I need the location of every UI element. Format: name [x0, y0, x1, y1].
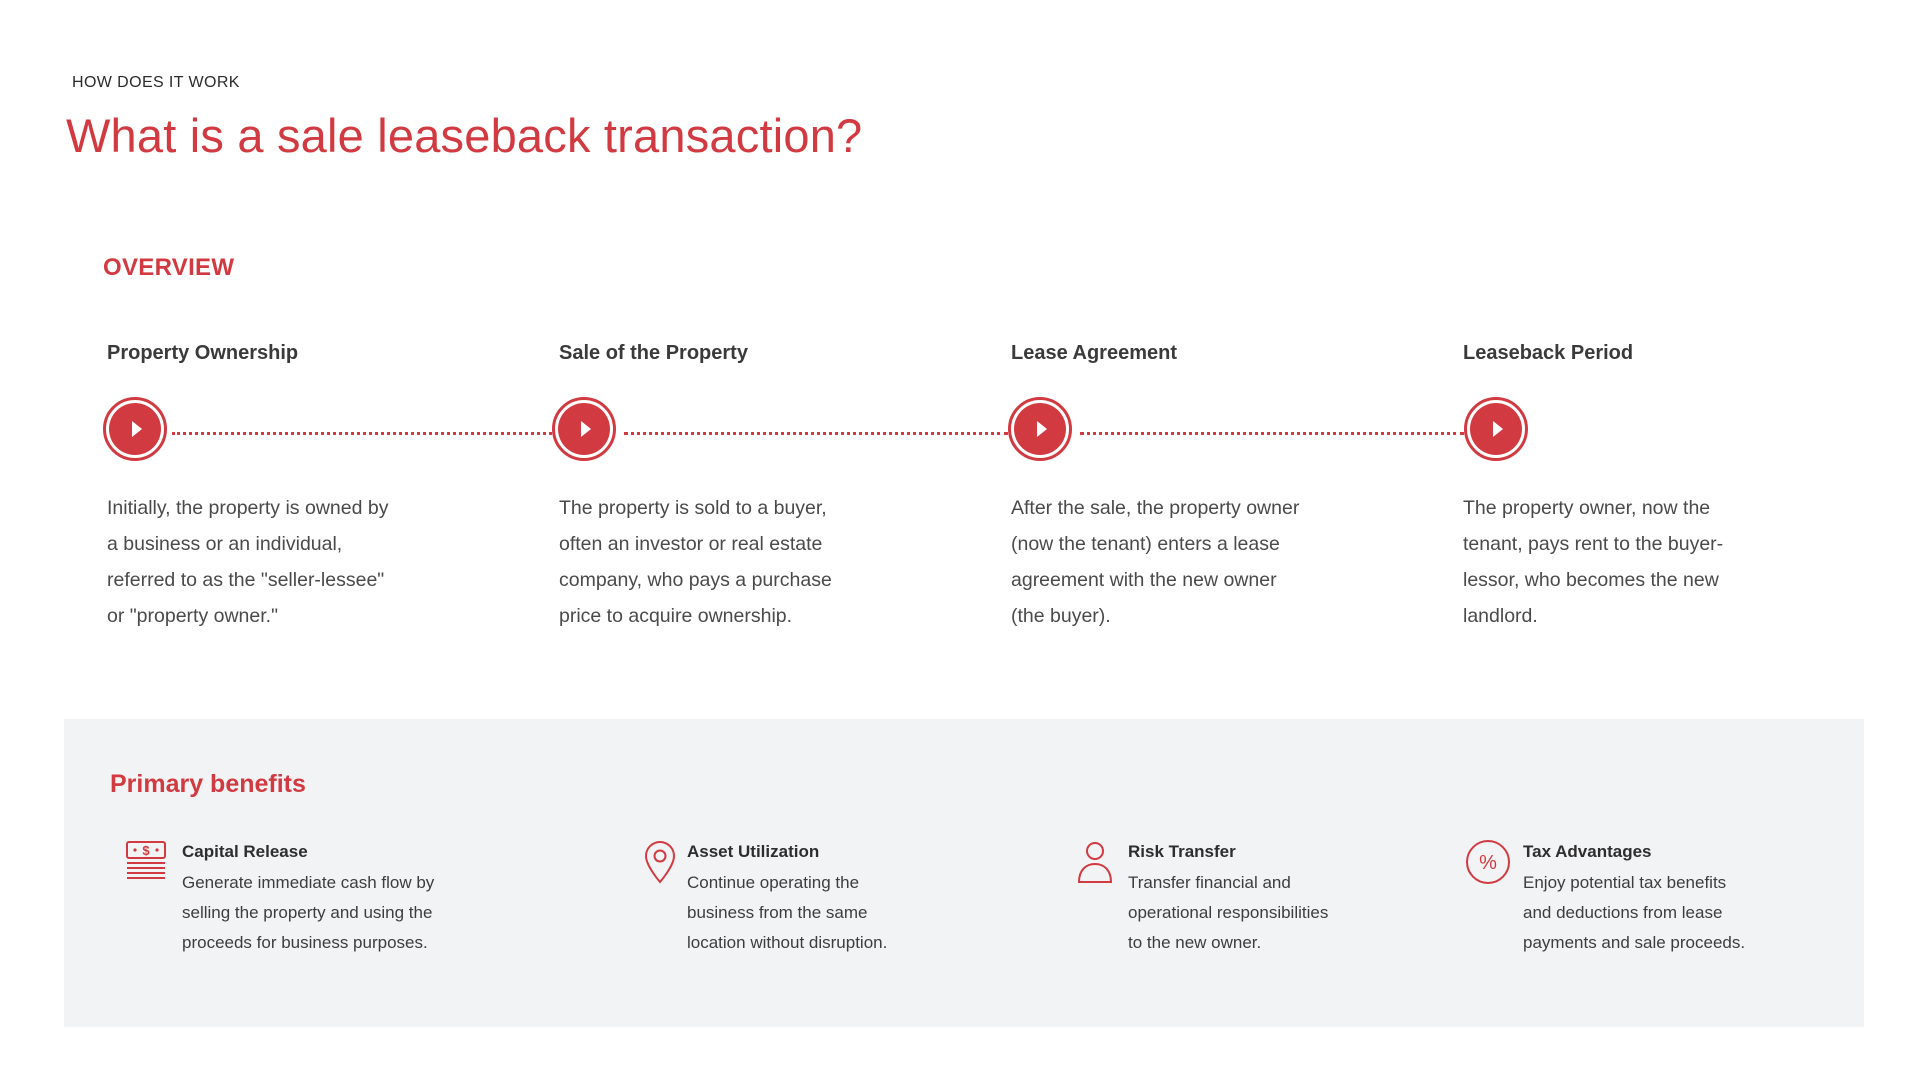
location-pin-icon — [636, 838, 684, 886]
page-title: What is a sale leaseback transaction? — [66, 109, 863, 162]
eyebrow-label: HOW DOES IT WORK — [72, 74, 240, 91]
step-description: After the sale, the property owner (now the tenant) enters a lease agreement with the new owner (the buyer). — [1011, 497, 1300, 627]
benefit-description: Continue operating the business from the same location without disruption. — [687, 873, 888, 952]
step-title: Sale of the Property — [559, 342, 748, 364]
percent-icon — [1464, 838, 1512, 886]
timeline-connector — [1080, 432, 1464, 435]
benefit-title: Risk Transfer — [1128, 842, 1236, 861]
svg-text:%: % — [1479, 852, 1497, 874]
step-description: The property owner, now the tenant, pays rent to the buyer- lessor, who becomes the new landlord. — [1463, 497, 1724, 627]
timeline-connector — [624, 432, 1008, 435]
step-title: Property Ownership — [107, 342, 299, 364]
step-description: Initially, the property is owned by a business or an individual, referred to as the "seller-lessee" or "property owner." — [107, 497, 389, 627]
svg-text:$: $ — [142, 843, 150, 858]
overview-label: OVERVIEW — [103, 254, 235, 281]
benefit-title: Capital Release — [182, 842, 308, 861]
benefit-description: Transfer financial and operational responsibilities to the new owner. — [1128, 873, 1329, 952]
step-title: Leaseback Period — [1463, 342, 1634, 364]
step-description: The property is sold to a buyer, often an investor or real estate company, who pays a purchase price to acquire ownership. — [559, 497, 832, 627]
money-stack-icon — [122, 838, 170, 886]
person-icon — [1071, 838, 1119, 886]
timeline-connector — [172, 432, 552, 435]
benefit-description: Enjoy potential tax benefits and deductions from lease payments and sale proceeds. — [1523, 873, 1746, 952]
benefit-description: Generate immediate cash flow by selling the property and using the proceeds for business purposes. — [182, 873, 435, 952]
play-icon[interactable] — [552, 397, 616, 461]
step-title: Lease Agreement — [1011, 342, 1177, 364]
benefits-title: Primary benefits — [110, 770, 306, 798]
benefit-title: Asset Utilization — [687, 842, 820, 861]
play-icon[interactable] — [1008, 397, 1072, 461]
play-icon[interactable] — [1464, 397, 1528, 461]
play-icon[interactable] — [103, 397, 167, 461]
benefit-title: Tax Advantages — [1523, 842, 1652, 861]
